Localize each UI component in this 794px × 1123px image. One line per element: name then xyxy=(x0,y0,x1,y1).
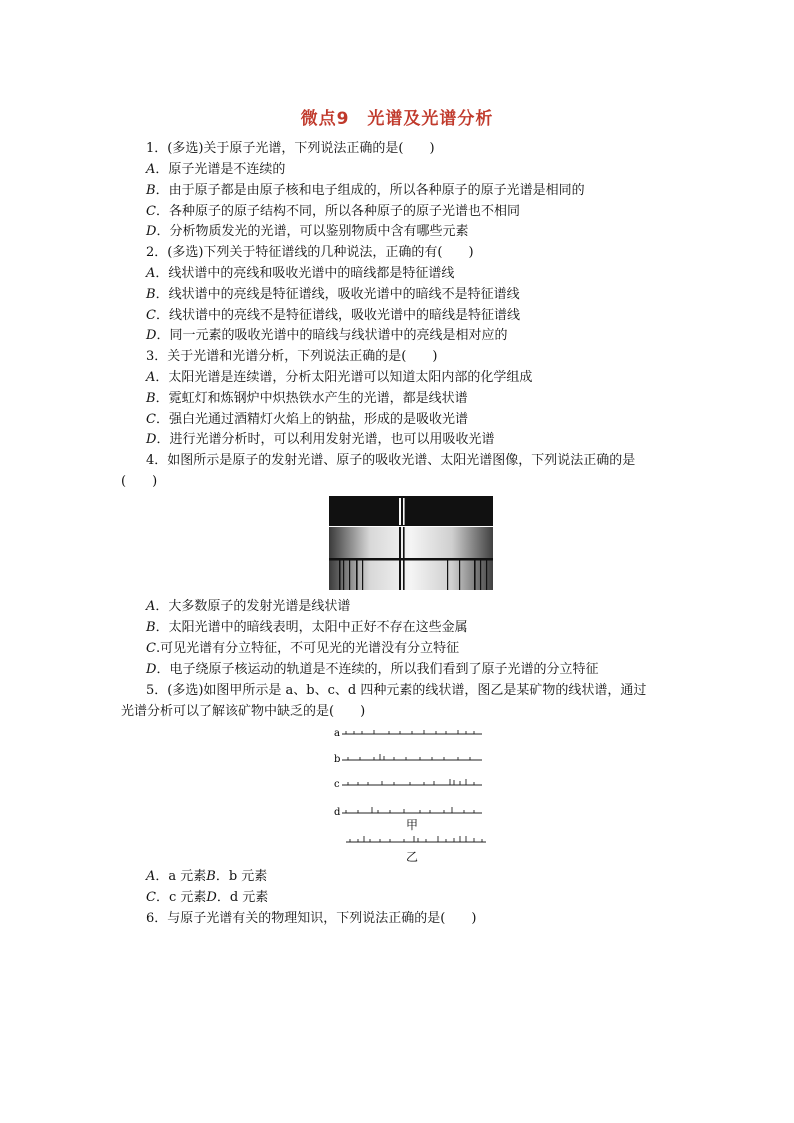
option-letter: D xyxy=(146,224,157,239)
q2-option-d xyxy=(146,327,507,345)
q2-stem: 2．(多选)下列关于特征谱线的几种说法，正确的有( ) xyxy=(146,245,474,260)
option-text: ．线状谱中的亮线不是特征谱线，吸收光谱中的暗线是特征谱线 xyxy=(155,308,520,323)
q4-option-a xyxy=(146,598,350,616)
option-letter: A xyxy=(146,869,156,884)
option-text: ．太阳光谱中的暗线表明，太阳中正好不存在这些金属 xyxy=(155,620,468,635)
row-label-d: d xyxy=(334,807,341,818)
option-text: ．太阳光谱是连续谱，分析太阳光谱可以知道太阳内部的化学组成 xyxy=(155,370,533,385)
q4-option-d xyxy=(146,661,598,679)
q2-option-b xyxy=(146,286,520,304)
q1-option-d xyxy=(146,223,468,241)
row-label-b: b xyxy=(334,754,341,765)
q5-stem: 5．(多选)如图甲所示是 a、b、c、d 四种元素的线状谱，图乙是某矿物的线状谱，通过 xyxy=(146,683,647,698)
q2-option-c xyxy=(146,307,520,325)
option-letter: D xyxy=(146,328,157,343)
option-text: ．电子绕原子核运动的轨道是不连续的，所以我们看到了原子光谱的分立特征 xyxy=(156,662,599,677)
option-text: ．a 元素 xyxy=(155,869,207,884)
option-text: ．线状谱中的亮线和吸收光谱中的暗线都是特征谱线 xyxy=(155,266,455,281)
absorption-line xyxy=(399,527,401,558)
q1-option-b xyxy=(146,182,585,200)
q2-option-a xyxy=(146,265,454,283)
emission-spectrum-band xyxy=(329,496,493,526)
option-letter: C xyxy=(146,204,156,219)
caption-yi: 乙 xyxy=(406,850,419,864)
option-letter: A xyxy=(146,266,156,281)
emission-line xyxy=(403,498,405,525)
q3-stem: 3．关于光谱和光谱分析，下列说法正确的是( ) xyxy=(146,349,438,364)
q4-stem-cont: ( ) xyxy=(121,474,158,489)
option-letter: B xyxy=(146,287,156,302)
option-letter: B xyxy=(146,620,156,635)
option-letter: C xyxy=(146,412,156,427)
q6-stem: 6．与原子光谱有关的物理知识，下列说法正确的是( ) xyxy=(146,911,477,926)
option-text: ．各种原子的原子结构不同，所以各种原子的原子光谱也不相同 xyxy=(155,204,520,219)
option-letter: D xyxy=(146,432,157,447)
band-divider xyxy=(329,558,493,561)
q3-option-a xyxy=(146,369,532,387)
row-label-a: a xyxy=(334,728,340,739)
option-letter: A xyxy=(146,370,156,385)
q4-option-b xyxy=(146,619,468,637)
option-letter: B xyxy=(146,391,156,406)
q4-stem: 4．如图所示是原子的发射光谱、原子的吸收光谱、太阳光谱图像，下列说法正确的是 xyxy=(146,453,636,468)
row-label-c: c xyxy=(334,779,340,790)
option-text: ．线状谱中的亮线是特征谱线，吸收光谱中的暗线不是特征谱线 xyxy=(155,287,520,302)
option-letter: C xyxy=(146,641,156,656)
q5-stem-cont: 光谱分析可以了解该矿物中缺乏的是( ) xyxy=(121,704,366,719)
solar-spectrum-band xyxy=(329,559,493,590)
option-text: ．大多数原子的发射光谱是线状谱 xyxy=(155,599,351,614)
q4-option-c xyxy=(146,640,459,658)
option-letter: D xyxy=(206,890,217,905)
option-text: ．原子光谱是不连续的 xyxy=(155,162,286,177)
q5-options-line2 xyxy=(146,889,268,907)
option-text: ．分析物质发光的光谱，可以鉴别物质中含有哪些元素 xyxy=(156,224,469,239)
option-letter: D xyxy=(146,662,157,677)
option-text: ．进行光谱分析时，可以利用发射光谱，也可以用吸收光谱 xyxy=(156,432,495,447)
q5-options-line1 xyxy=(146,868,267,886)
option-letter: A xyxy=(146,162,156,177)
option-text: ．由于原子都是由原子核和电子组成的，所以各种原子的原子光谱是相同的 xyxy=(155,183,585,198)
option-letter: A xyxy=(146,599,156,614)
caption-jia: 甲 xyxy=(406,818,419,832)
q3-option-c xyxy=(146,411,468,429)
option-text: ．d 元素 xyxy=(216,890,269,905)
option-letter: B xyxy=(146,183,156,198)
line-spectra-figure xyxy=(334,722,488,866)
option-text: ．c 元素 xyxy=(155,890,207,905)
option-text: .可见光谱有分立特征，不可见光的光谱没有分立特征 xyxy=(155,641,460,656)
emission-line xyxy=(399,498,401,525)
q1-stem: 1．(多选)关于原子光谱，下列说法正确的是( ) xyxy=(146,141,435,156)
option-text: ．霓虹灯和炼钢炉中炽热铁水产生的光谱，都是线状谱 xyxy=(155,391,468,406)
absorption-line xyxy=(403,527,405,558)
option-letter: B xyxy=(206,869,216,884)
q1-option-a xyxy=(146,161,285,179)
page-title: 微点9 光谱及光谱分析 xyxy=(300,109,494,129)
absorption-spectrum-band xyxy=(329,527,493,558)
q3-option-b xyxy=(146,390,468,408)
option-text: ．b 元素 xyxy=(215,869,268,884)
q1-option-c xyxy=(146,203,520,221)
option-text: ．同一元素的吸收光谱中的暗线与线状谱中的亮线是相对应的 xyxy=(156,328,508,343)
q3-option-d xyxy=(146,431,494,449)
option-letter: C xyxy=(146,890,156,905)
spectrum-figure xyxy=(329,496,493,590)
option-text: ．强白光通过酒精灯火焰上的钠盐，形成的是吸收光谱 xyxy=(155,412,468,427)
option-letter: C xyxy=(146,308,156,323)
